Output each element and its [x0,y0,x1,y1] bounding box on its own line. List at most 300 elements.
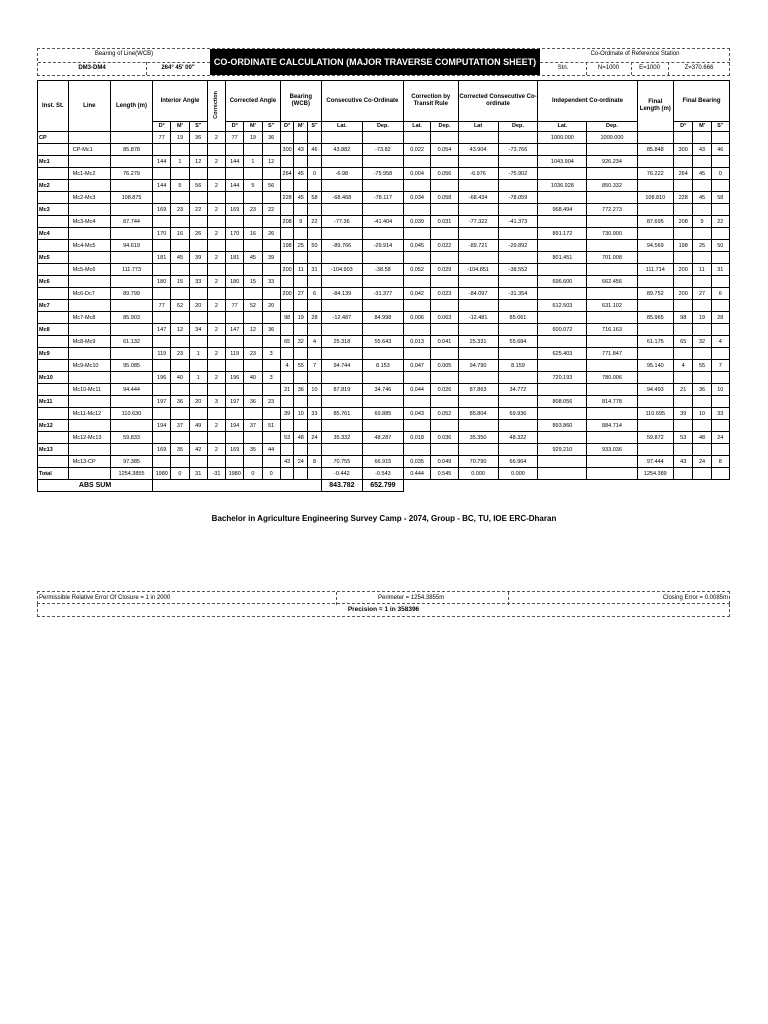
table-cell: Mc12-Mc13 [68,432,110,444]
table-cell [711,372,729,384]
line-row [38,408,730,420]
table-cell: -84.097 [458,288,498,300]
table-cell [362,204,403,216]
table-cell: 208 [674,216,693,228]
reference-n: N=1000 [597,65,620,71]
table-cell: 6 [711,288,729,300]
table-cell [637,132,673,144]
table-cell: 59.833 [110,432,152,444]
table-cell [110,372,152,384]
line-row [38,168,730,180]
table-cell: 56 [262,180,280,192]
table-cell: 52 [244,300,262,312]
table-cell: 0.023 [431,288,458,300]
table-cell [587,384,637,396]
table-cell [587,288,637,300]
table-cell: 170 [226,228,244,240]
table-cell [674,276,693,288]
table-cell: 21 [280,384,294,396]
table-cell: 110.695 [637,408,673,420]
table-cell [693,348,711,360]
table-cell: 28 [308,312,322,324]
reference-station-label: Co-Ordinate of Reference Station [590,51,680,57]
table-cell [280,180,294,192]
table-cell [693,372,711,384]
table-cell: 31 [189,468,207,480]
table-cell: 43 [674,456,693,468]
table-cell [207,456,225,468]
table-cell: 32 [294,336,308,348]
table-cell: 1980 [226,468,244,480]
table-cell: 772.273 [587,204,637,216]
table-cell: 33 [711,408,729,420]
table-cell [38,240,69,252]
table-cell: 23 [244,204,262,216]
table-cell [403,372,430,384]
table-cell: 85.848 [637,144,673,156]
table-cell [693,324,711,336]
table-cell: 850.332 [587,180,637,192]
table-cell: 22 [189,204,207,216]
abs-sum-dep: 652.799 [362,480,403,492]
table-cell: 36 [262,324,280,336]
table-cell: -75.902 [498,168,538,180]
table-cell: 11 [693,264,711,276]
table-cell: 730.900 [587,228,637,240]
table-cell: Mc6-Dc7 [68,288,110,300]
table-cell: Mc8-Mc9 [68,336,110,348]
table-cell [431,348,458,360]
table-cell [362,300,403,312]
table-cell: 8 [711,456,729,468]
table-cell [68,372,110,384]
table-cell: 197 [153,396,171,408]
table-cell: 23 [244,348,262,360]
table-cell: 27 [693,288,711,300]
table-cell: 19 [294,312,308,324]
table-cell [68,252,110,264]
table-cell: Mc9-Mc10 [68,360,110,372]
table-cell: 24 [294,456,308,468]
table-cell [498,204,538,216]
table-cell [538,336,587,348]
table-cell [207,288,225,300]
table-cell [637,180,673,192]
table-cell [693,204,711,216]
station-row [38,444,730,456]
table-cell [68,204,110,216]
table-cell [403,420,430,432]
table-cell [308,300,322,312]
table-cell: 0.036 [431,432,458,444]
station-row [38,228,730,240]
table-cell: 44 [262,444,280,456]
table-cell: Mc3-Mc4 [68,216,110,228]
table-cell: 228 [674,192,693,204]
table-cell: 39 [189,252,207,264]
table-cell: 16 [171,228,189,240]
table-cell: -31.377 [362,288,403,300]
table-cell [171,336,189,348]
table-cell [294,348,308,360]
table-cell: 35 [171,444,189,456]
table-cell [110,132,152,144]
table-cell: 77 [153,300,171,312]
col-bearing: Bearing (WCB) [280,81,321,122]
table-cell [262,312,280,324]
table-cell [711,300,729,312]
table-cell [458,132,498,144]
table-cell [538,168,587,180]
table-cell [458,300,498,312]
table-cell: 85.761 [321,408,362,420]
table-cell [693,420,711,432]
table-cell [38,432,69,444]
col-final-bearing: Final Bearing [674,81,730,122]
sheet-title: CO-ORDINATE CALCULATION (MAJOR TRAVERSE COMPUTATION SHEET) [210,49,540,75]
table-cell: 228 [280,192,294,204]
table-cell [637,420,673,432]
table-cell [308,252,322,264]
table-cell: 169 [153,204,171,216]
table-cell: -77.36 [321,216,362,228]
table-cell [587,144,637,156]
table-cell: 69.885 [362,408,403,420]
table-cell: -78.059 [498,192,538,204]
table-cell [207,384,225,396]
table-cell: -89.766 [321,240,362,252]
table-cell: 801.451 [538,252,587,264]
table-cell [693,180,711,192]
sub-deg: D° [226,122,244,132]
table-cell: 180 [226,276,244,288]
table-cell [110,228,152,240]
line-row [38,288,730,300]
table-cell: 111.714 [637,264,673,276]
table-cell [294,156,308,168]
total-row [38,468,730,480]
line-row [38,456,730,468]
traverse-table-body [38,132,730,492]
table-cell: 40 [244,372,262,384]
table-cell: 169 [226,444,244,456]
table-cell: 147 [153,324,171,336]
table-cell [262,384,280,396]
table-cell: 200 [280,288,294,300]
table-cell [711,228,729,240]
table-cell [711,468,729,480]
table-cell [38,288,69,300]
table-cell [226,408,244,420]
table-cell: 0.052 [431,408,458,420]
table-cell [262,336,280,348]
table-cell: Mc10 [38,372,69,384]
table-cell [308,444,322,456]
table-cell: -41.404 [362,216,403,228]
table-cell [226,336,244,348]
table-cell [244,144,262,156]
table-cell: 0.034 [403,192,430,204]
table-cell: 0.054 [431,144,458,156]
table-cell [38,360,69,372]
table-cell [171,192,189,204]
table-cell [362,276,403,288]
table-cell [693,276,711,288]
table-cell: -29.892 [498,240,538,252]
table-cell: 200 [674,264,693,276]
sub-min: M' [171,122,189,132]
table-cell [637,204,673,216]
table-cell: 0.018 [403,432,430,444]
table-cell: -68.468 [321,192,362,204]
table-cell [538,384,587,396]
table-cell: 8 [308,456,322,468]
line-row [38,264,730,276]
table-cell [68,300,110,312]
table-cell [207,336,225,348]
table-cell [674,372,693,384]
table-cell [280,132,294,144]
table-cell [538,312,587,324]
table-cell [207,216,225,228]
line-row [38,432,730,444]
table-cell: 85.061 [498,312,538,324]
table-cell [38,144,69,156]
table-cell [587,432,637,444]
table-cell [498,300,538,312]
table-cell: 198 [674,240,693,252]
table-cell [431,300,458,312]
table-cell [587,336,637,348]
table-cell [226,216,244,228]
table-cell [538,264,587,276]
table-cell: 33 [308,408,322,420]
table-cell [431,228,458,240]
table-cell: 0.013 [403,336,430,348]
table-cell [431,252,458,264]
sub-dep: Dep. [587,122,637,132]
table-cell: 51 [262,420,280,432]
table-cell [153,408,171,420]
table-cell: 198 [280,240,294,252]
table-cell [110,276,152,288]
table-cell [711,444,729,456]
table-cell: 65 [280,336,294,348]
table-cell: 43 [693,144,711,156]
table-cell [171,216,189,228]
survey-camp-caption: Bachelor in Agriculture Engineering Survey Camp - 2074, Group - BC, TU, IOE ERC-Dharan [211,514,557,523]
table-cell [226,312,244,324]
station-row [38,132,730,144]
table-cell [711,204,729,216]
table-cell: 45 [693,168,711,180]
table-cell: 66.964 [498,456,538,468]
table-cell [458,372,498,384]
table-cell: Mc2-Mc3 [68,192,110,204]
table-cell [538,408,587,420]
table-cell [110,204,152,216]
table-cell: 2 [207,324,225,336]
table-cell [674,420,693,432]
table-cell: 15 [171,276,189,288]
table-cell [207,408,225,420]
table-cell: 36 [171,396,189,408]
table-cell [189,360,207,372]
table-cell [226,288,244,300]
table-cell: 84.998 [362,312,403,324]
station-row [38,180,730,192]
table-cell [171,432,189,444]
table-cell [498,252,538,264]
table-cell: Total [38,468,69,480]
station-row [38,396,730,408]
table-cell [226,264,244,276]
table-cell [153,360,171,372]
table-cell [321,252,362,264]
table-cell: 70.790 [458,456,498,468]
table-cell [262,216,280,228]
table-cell: 2 [207,372,225,384]
table-cell [403,180,430,192]
table-cell: 39 [280,408,294,420]
table-cell [226,432,244,444]
table-cell [294,396,308,408]
table-cell: -73.82 [362,144,403,156]
table-cell: 34.746 [362,384,403,396]
table-cell: 45 [294,168,308,180]
table-cell [431,324,458,336]
table-cell: 0.004 [403,168,430,180]
station-row [38,420,730,432]
table-cell [294,180,308,192]
table-cell: 53 [674,432,693,444]
table-cell [262,192,280,204]
table-cell: Mc2 [38,180,69,192]
table-cell [498,444,538,456]
table-cell: 19 [244,132,262,144]
table-cell: 1043.904 [538,156,587,168]
sub-lat: Lat. [321,122,362,132]
table-cell: 50 [308,240,322,252]
table-cell: 2 [207,252,225,264]
table-cell: 98 [280,312,294,324]
table-cell: 1 [189,372,207,384]
table-cell [538,456,587,468]
table-cell [711,276,729,288]
table-cell: 200 [674,288,693,300]
table-cell [458,276,498,288]
reference-stn: Stn. [557,65,569,71]
table-cell [308,180,322,192]
table-cell: 31 [308,264,322,276]
table-cell [674,468,693,480]
table-cell: 2 [207,228,225,240]
table-cell [171,384,189,396]
table-cell: -41.373 [498,216,538,228]
table-cell: Mc8 [38,324,69,336]
table-cell: 0.056 [431,168,458,180]
table-cell: 70.755 [321,456,362,468]
table-cell: 111.773 [110,264,152,276]
table-cell [244,288,262,300]
table-cell: 169 [153,444,171,456]
table-cell: 97.444 [637,456,673,468]
table-cell: 0 [244,468,262,480]
station-row [38,276,730,288]
table-cell: 0.041 [431,336,458,348]
table-cell: Mc3 [38,204,69,216]
table-cell [587,408,637,420]
sub-sec: S" [262,122,280,132]
table-cell: 2 [207,156,225,168]
table-cell [711,132,729,144]
table-cell: 23 [171,348,189,360]
table-cell: 65 [674,336,693,348]
table-cell: 119 [153,348,171,360]
table-cell: Mc6 [38,276,69,288]
table-cell [498,132,538,144]
table-cell [711,156,729,168]
table-cell: 25.318 [321,336,362,348]
table-cell [262,360,280,372]
table-cell: 929.210 [538,444,587,456]
table-cell [498,156,538,168]
table-cell: 55.643 [362,336,403,348]
table-cell [498,276,538,288]
table-cell: 0.044 [403,384,430,396]
table-cell [244,192,262,204]
table-cell: 696.600 [538,276,587,288]
table-cell [294,468,308,480]
table-cell [110,348,152,360]
bearing-of-line-label: Bearing of Line(WCB) [94,51,154,57]
table-cell: 7 [711,360,729,372]
table-cell: 662.456 [587,276,637,288]
sub-min: M' [693,122,711,132]
table-cell: 625.403 [538,348,587,360]
table-cell: 181 [226,252,244,264]
table-cell: 1 [189,348,207,360]
table-cell [321,372,362,384]
table-cell: 12 [244,324,262,336]
table-cell: 181 [153,252,171,264]
table-cell [308,156,322,168]
table-cell: 926.234 [587,156,637,168]
station-row [38,372,730,384]
table-cell [68,228,110,240]
table-cell: 94.569 [637,240,673,252]
table-cell [280,420,294,432]
table-cell: 3 [207,396,225,408]
table-cell: 76.222 [637,168,673,180]
table-cell: 1000.000 [538,132,587,144]
table-cell: 23 [262,396,280,408]
table-cell: 108.810 [637,192,673,204]
table-cell [262,288,280,300]
table-cell [207,360,225,372]
table-cell: 5 [171,180,189,192]
table-cell [68,396,110,408]
table-cell: Mc11-Mc12 [68,408,110,420]
table-cell: -29.914 [362,240,403,252]
table-cell: 36 [294,384,308,396]
table-cell [637,396,673,408]
table-cell [262,456,280,468]
table-cell [294,444,308,456]
table-cell: 25 [693,240,711,252]
table-cell [308,324,322,336]
table-cell [38,312,69,324]
